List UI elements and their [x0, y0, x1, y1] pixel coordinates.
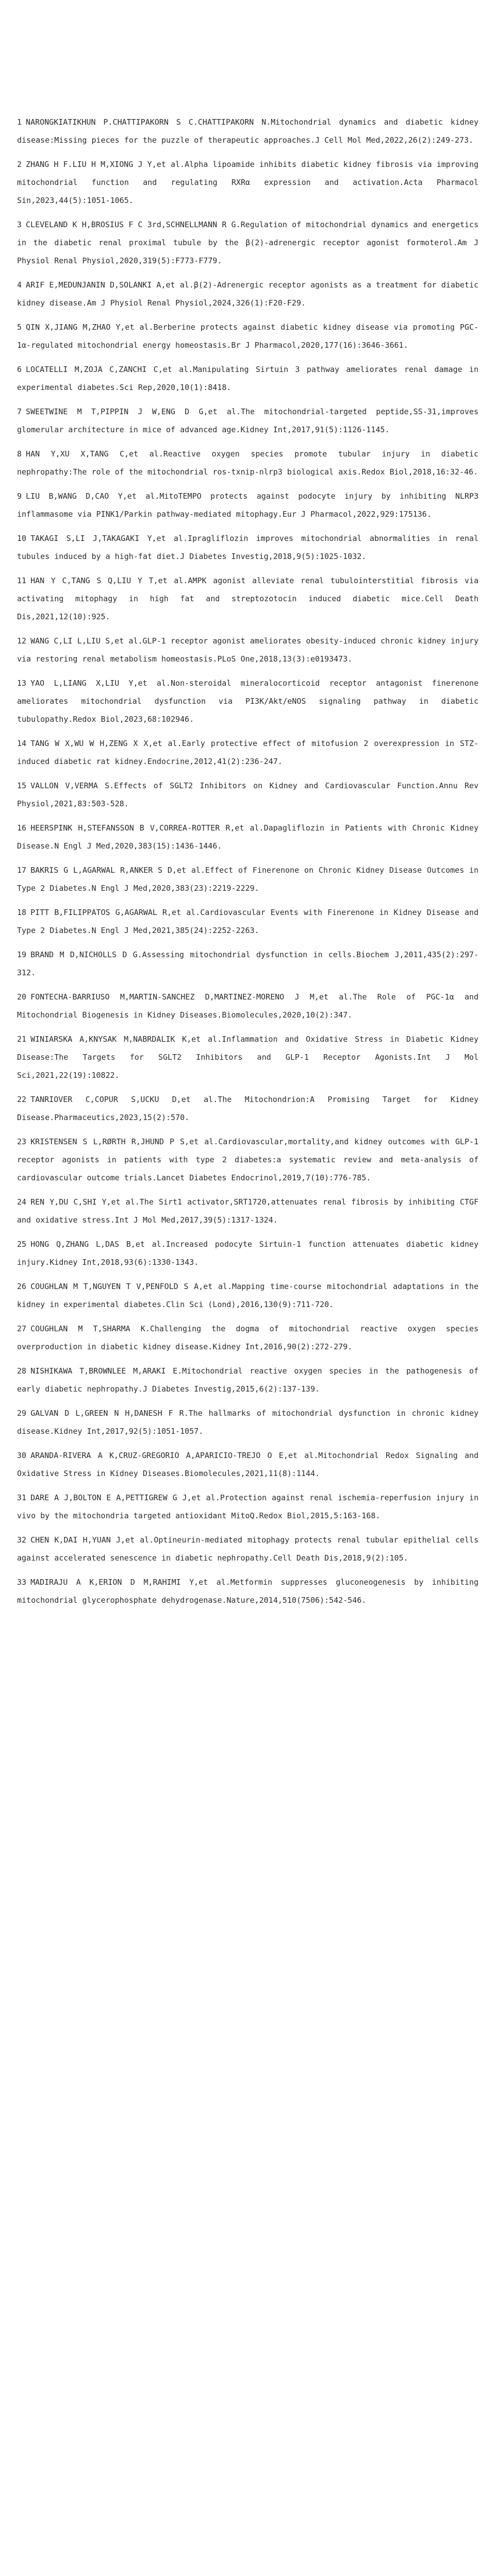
reference-text: ARANDA-RIVERA A K,CRUZ-GREGORIO A,APARICIO-TREJO O E,et al.Mitochondrial Redox Signaling and Oxidative Stress in Kidney Diseases.Biomolecules,2021,11(8):1144. [17, 1451, 478, 1478]
reference-number: 24 [17, 1197, 27, 1207]
reference-number: 32 [17, 1535, 27, 1545]
reference-number: 29 [17, 1409, 27, 1418]
reference-item [17, 632, 478, 668]
reference-text: CHEN K,DAI H,YUAN J,et al.Optineurin-mediated mitophagy protects renal tubular epithelial cells against accelerated senescence in diabetic nephropathy.Cell Death Dis,2018,9(2):105. [17, 1535, 478, 1563]
reference-item [17, 156, 478, 210]
reference-number: 18 [17, 908, 27, 917]
reference-item [17, 572, 478, 626]
reference-number: 16 [17, 823, 27, 833]
reference-number: 1 [17, 117, 22, 127]
reference-text: NARONGKIATIKHUN P.CHATTIPAKORN S C.CHATTIPAKORN N.Mitochondrial dynamics and diabetic kidney disease:Missing pieces for the puzzle of therapeutic approaches.J Cell Mol Med,2022,26(2):249-273. [17, 117, 478, 145]
reference-item [17, 1133, 478, 1187]
reference-item [17, 904, 478, 940]
reference-text: HONG Q,ZHANG L,DAS B,et al.Increased podocyte Sirtuin-1 function attenuates diabetic kidney injury.Kidney Int,2018,93(6):1330-1343. [17, 1240, 478, 1267]
reference-item [17, 113, 478, 149]
reference-text: COUGHLAN M T,NGUYEN T V,PENFOLD S A,et al.Mapping time-course mitochondrial adaptations in the kidney in experimental diabetes.Clin Sci (Lond),2016,130(9):711-720. [17, 1282, 478, 1309]
reference-number: 20 [17, 992, 27, 1002]
reference-number: 15 [17, 781, 27, 790]
reference-text: ZHANG H F.LIU H M,XIONG J Y,et al.Alpha lipoamide inhibits diabetic kidney fibrosis via improving mitochondrial function and regulating RXRα expression and activation.Acta Pharmacol Sin,2023,44(5):1051-1065. [17, 160, 478, 205]
reference-number: 6 [17, 365, 22, 374]
reference-item [17, 777, 478, 813]
reference-item [17, 674, 478, 728]
reference-number: 17 [17, 866, 27, 875]
reference-item [17, 1193, 478, 1229]
reference-item [17, 1320, 478, 1356]
reference-number: 9 [17, 492, 22, 501]
reference-number: 22 [17, 1095, 27, 1104]
reference-text: LOCATELLI M,ZOJA C,ZANCHI C,et al.Manipulating Sirtuin 3 pathway ameliorates renal damage in experimental diabetes.Sci Rep,2020,10(1):8418. [17, 365, 478, 392]
reference-text: LIU B,WANG D,CAO Y,et al.MitoTEMPO protects against podocyte injury by inhibiting NLRP3 inflammasome via PINK1/Parkin pathway-mediated mitophagy.Eur J Pharmacol,2022,929:175136. [17, 492, 478, 519]
reference-number: 26 [17, 1282, 27, 1291]
reference-text: WINIARSKA A,KNYSAK M,NABRDALIK K,et al.Inflammation and Oxidative Stress in Diabetic Kidney Disease:The Targets for SGLT2 Inhibitors and GLP-1 Receptor Agonists.Int J Mol Sci,2021,22(19):10822. [17, 1035, 478, 1080]
reference-text: KRISTENSEN S L,RØRTH R,JHUND P S,et al.Cardiovascular,mortality,and kidney outcomes with GLP-1 receptor agonists in patients with type 2 diabetes:a systematic review and meta-analysis of cardiovascular outcome trials.Lancet Diabetes Endocrinol,2019,7(10):776-785. [17, 1137, 478, 1182]
reference-item [17, 361, 478, 397]
reference-item [17, 819, 478, 855]
reference-number: 31 [17, 1493, 27, 1502]
reference-number: 25 [17, 1240, 27, 1249]
reference-item [17, 1091, 478, 1127]
reference-item [17, 1362, 478, 1398]
reference-item [17, 1531, 478, 1567]
reference-number: 33 [17, 1578, 27, 1587]
reference-text: HAN Y C,TANG S Q,LIU Y T,et al.AMPK agonist alleviate renal tubulointerstitial fibrosis via activating mitophagy in high fat and streptozotocin induced diabetic mice.Cell Death Dis,2021,12(10):925. [17, 576, 478, 621]
reference-number: 28 [17, 1366, 27, 1376]
reference-text: FONTECHA-BARRIUSO M,MARTIN-SANCHEZ D,MARTINEZ-MORENO J M,et al.The Role of PGC-1α and Mitochondrial Biogenesis in Kidney Diseases.Biomolecules,2020,10(2):347. [17, 992, 478, 1020]
reference-item [17, 1030, 478, 1084]
reference-number: 13 [17, 679, 27, 688]
reference-list [17, 113, 478, 1616]
reference-text: TAKAGI S,LI J,TAKAGAKI Y,et al.Ipragliflozin improves mitochondrial abnormalities in renal tubules induced by a high-fat diet.J Diabetes Investig,2018,9(5):1025-1032. [17, 534, 478, 561]
reference-number: 11 [17, 576, 27, 585]
reference-text: MADIRAJU A K,ERION D M,RAHIMI Y,et al.Metformin suppresses gluconeogenesis by inhibiting mitochondrial glycerophosphate dehydrogenase.Nature,2014,510(7506):542-546. [17, 1578, 478, 1605]
reference-item [17, 1404, 478, 1440]
reference-item [17, 318, 478, 354]
reference-number: 10 [17, 534, 27, 543]
reference-item [17, 1447, 478, 1483]
reference-text: BAKRIS G L,AGARWAL R,ANKER S D,et al.Effect of Finerenone on Chronic Kidney Disease Outcomes in Type 2 Diabetes.N Engl J Med,2020,383(23):2219-2229. [17, 866, 478, 893]
reference-item [17, 988, 478, 1024]
reference-item [17, 1278, 478, 1314]
reference-item [17, 861, 478, 897]
reference-text: YAO L,LIANG X,LIU Y,et al.Non-steroidal mineralocorticoid receptor antagonist finerenone ameliorates mitochondrial dysfunction via PI3K/Akt/eNOS signaling pathway in diabetic tubulopathy.Redox Biol,2023,68:102946. [17, 679, 478, 724]
reference-number: 30 [17, 1451, 27, 1460]
reference-text: VALLON V,VERMA S.Effects of SGLT2 Inhibitors on Kidney and Cardiovascular Function.Annu Rev Physiol,2021,83:503-528. [17, 781, 478, 808]
reference-text: ARIF E,MEDUNJANIN D,SOLANKI A,et al.β(2)-Adrenergic receptor agonists as a treatment for diabetic kidney disease.Am J Physiol Renal Physiol,2024,326(1):F20-F29. [17, 280, 478, 308]
reference-text: HAN Y,XU X,TANG C,et al.Reactive oxygen species promote tubular injury in diabetic nephropathy:The role of the mitochondrial ros-txnip-nlrp3 biological axis.Redox Biol,2018,16:32-46. [17, 449, 478, 477]
reference-text: NISHIKAWA T,BROWNLEE M,ARAKI E.Mitochondrial reactive oxygen species in the pathogenesis of early diabetic nephropathy.J Diabetes Investig,2015,6(2):137-139. [17, 1366, 478, 1394]
reference-item [17, 276, 478, 312]
reference-item [17, 1573, 478, 1609]
reference-number: 19 [17, 950, 27, 959]
reference-item [17, 403, 478, 439]
reference-number: 3 [17, 220, 22, 229]
reference-text: SWEETWINE M T,PIPPIN J W,ENG D G,et al.The mitochondrial-targeted peptide,SS-31,improves glomerular architecture in mice of advanced age.Kidney Int,2017,91(5):1126-1145. [17, 407, 478, 434]
reference-text: REN Y,DU C,SHI Y,et al.The Sirt1 activator,SRT1720,attenuates renal fibrosis by inhibiting CTGF and oxidative stress.Int J Mol Med,2017,39(5):1317-1324. [17, 1197, 478, 1225]
reference-text: BRAND M D,NICHOLLS D G.Assessing mitochondrial dysfunction in cells.Biochem J,2011,435(2):297-312. [17, 950, 478, 977]
reference-number: 23 [17, 1137, 27, 1146]
reference-item [17, 216, 478, 270]
reference-number: 12 [17, 636, 27, 646]
reference-item [17, 530, 478, 566]
reference-item [17, 445, 478, 481]
reference-text: PITT B,FILIPPATOS G,AGARWAL R,et al.Cardiovascular Events with Finerenone in Kidney Disease and Type 2 Diabetes.N Engl J Med,2021,385(24):2252-2263. [17, 908, 478, 935]
reference-number: 27 [17, 1324, 27, 1333]
reference-text: DARE A J,BOLTON E A,PETTIGREW G J,et al.Protection against renal ischemia-reperfusion injury in vivo by the mitochondria targeted antioxidant MitoQ.Redox Biol,2015,5:163-168. [17, 1493, 478, 1520]
reference-number: 14 [17, 739, 27, 748]
reference-item [17, 487, 478, 523]
reference-text: GALVAN D L,GREEN N H,DANESH F R.The hallmarks of mitochondrial dysfunction in chronic kidney disease.Kidney Int,2017,92(5):1051-1057. [17, 1409, 478, 1436]
reference-text: QIN X,JIANG M,ZHAO Y,et al.Berberine protects against diabetic kidney disease via promoting PGC-1α-regulated mitochondrial energy homeostasis.Br J Pharmacol,2020,177(16):3646-3661. [17, 323, 478, 350]
reference-item [17, 735, 478, 771]
reference-text: TANRIOVER C,COPUR S,UCKU D,et al.The Mitochondrion:A Promising Target for Kidney Disease.Pharmaceutics,2023,15(2):570. [17, 1095, 478, 1122]
reference-number: 4 [17, 280, 22, 290]
reference-text: CLEVELAND K H,BROSIUS F C 3rd,SCHNELLMANN R G.Regulation of mitochondrial dynamics and energetics in the diabetic renal proximal tubule by the β(2)-adrenergic receptor agonist formoterol.Am J Physiol Renal Physiol,2020,319(5):F773-F779. [17, 220, 478, 265]
reference-item [17, 946, 478, 982]
reference-number: 5 [17, 323, 22, 332]
reference-item [17, 1489, 478, 1525]
reference-number: 2 [17, 160, 22, 169]
reference-number: 8 [17, 449, 22, 459]
reference-text: HEERSPINK H,STEFANSSON B V,CORREA-ROTTER R,et al.Dapagliflozin in Patients with Chronic Kidney Disease.N Engl J Med,2020,383(15):1436-1446. [17, 823, 478, 851]
reference-text: WANG C,LI L,LIU S,et al.GLP-1 receptor agonist ameliorates obesity-induced chronic kidney injury via restoring renal metabolism homeostasis.PLoS One,2018,13(3):e0193473. [17, 636, 478, 664]
reference-number: 7 [17, 407, 22, 416]
reference-number: 21 [17, 1035, 27, 1044]
reference-item [17, 1235, 478, 1272]
reference-text: COUGHLAN M T,SHARMA K.Challenging the dogma of mitochondrial reactive oxygen species overproduction in diabetic kidney disease.Kidney Int,2016,90(2):272-279. [17, 1324, 478, 1351]
reference-text: TANG W X,WU W H,ZENG X X,et al.Early protective effect of mitofusion 2 overexpression in STZ-induced diabetic rat kidney.Endocrine,2012,41(2):236-247. [17, 739, 478, 766]
